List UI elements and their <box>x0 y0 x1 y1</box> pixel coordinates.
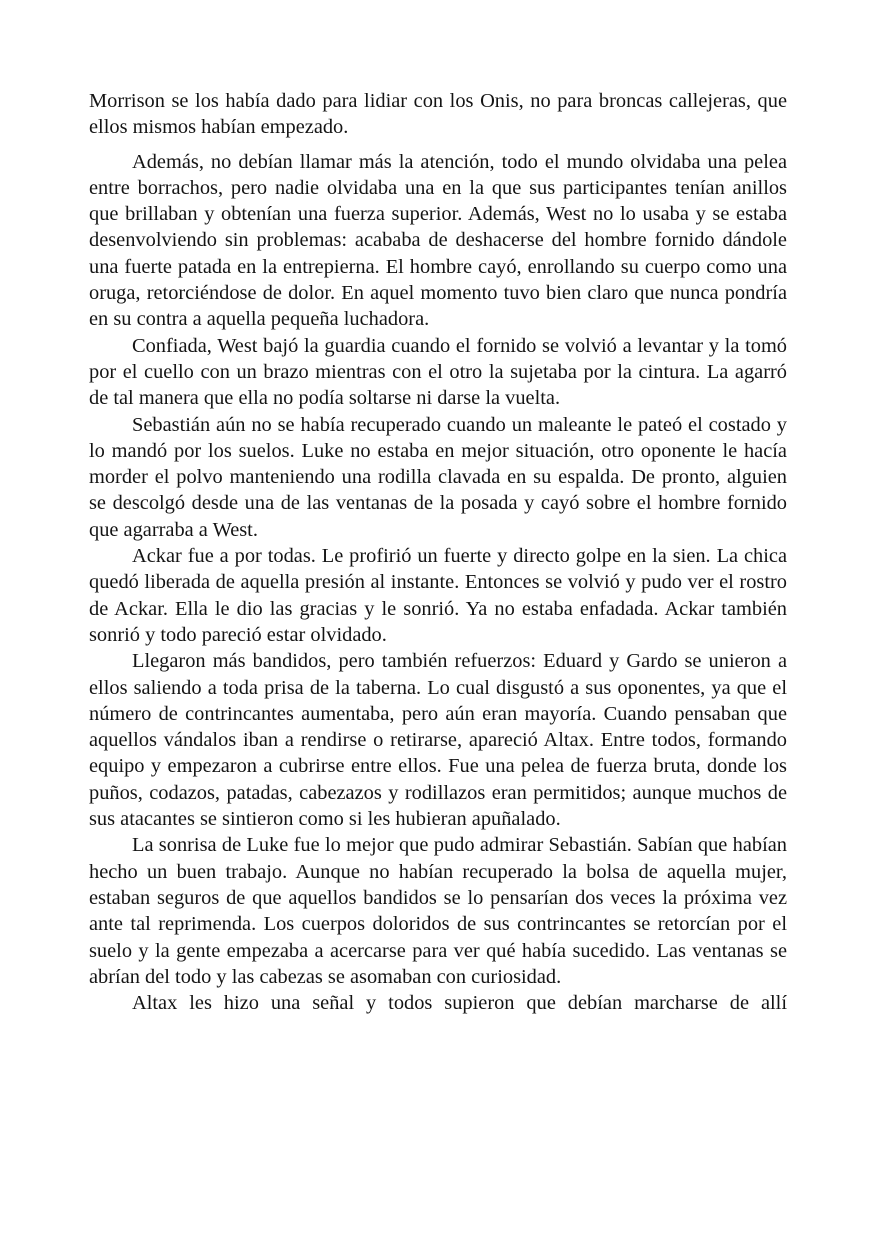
paragraph-7: La sonrisa de Luke fue lo mejor que pudo admirar Sebastián. Sabían que habían hecho un buen trabajo. Aunque no habían recuperado la bolsa de aquella mujer, estaban seguros de que aquellos bandidos se lo pensarían dos veces la próxima vez ante tal reprimenda. Los cuerpos doloridos de sus contrincantes se retorcían por el suelo y la gente empezaba a acercarse para ver qué había sucedido. Las ventanas se abrían del todo y las cabezas se asomaban con curiosidad. <box>89 834 787 988</box>
paragraph-2: Además, no debían llamar más la atención, todo el mundo olvidaba una pelea entre borrachos, pero nadie olvidaba una en la que sus participantes tenían anillos que brillaban y obtenían una fuerza superior. Además, West no lo usaba y se estaba desenvolviendo sin problemas: acababa de deshacerse del hombre fornido dándole una fuerte patada en la entrepierna. El hombre cayó, enrollando su cuerpo como una oruga, retorciéndose de dolor. En aquel momento tuvo bien claro que nunca pondría en su contra a aquella pequeña luchadora. <box>89 150 787 331</box>
paragraph-5: Ackar fue a por todas. Le profirió un fuerte y directo golpe en la sien. La chica quedó liberada de aquella presión al instante. Entonces se volvió y pudo ver el rostro de Ackar. Ella le dio las gracias y le sonrió. Ya no estaba enfadada. Ackar también sonrió y todo pareció estar olvidado. <box>89 545 787 646</box>
body-text <box>89 88 787 1016</box>
paragraph-6: Llegaron más bandidos, pero también refuerzos: Eduard y Gardo se unieron a ellos saliendo a toda prisa de la taberna. Lo cual disgustó a sus oponentes, ya que el número de contrincantes aumentaba, pero aún eran mayoría. Cuando pensaban que aquellos vándalos iban a rendirse o retirarse, apareció Altax. Entre todos, formando equipo y empezaron a cubrirse entre ellos. Fue una pelea de fuerza bruta, donde los puños, codazos, patadas, cabezazos y rodillazos eran permitidos; aunque muchos de sus atacantes se sintieron como si les hubieran apuñalado. <box>89 650 787 831</box>
paragraph-1: Morrison se los había dado para lidiar con los Onis, no para broncas callejeras, que ellos mismos habían empezado. <box>89 90 787 139</box>
paragraph-3: Confiada, West bajó la guardia cuando el fornido se volvió a levantar y la tomó por el cuello con un brazo mientras con el otro la sujetaba por la cintura. La agarró de tal manera que ella no podía soltarse ni darse la vuelta. <box>89 334 787 410</box>
paragraph-8: Altax les hizo una señal y todos supieron que debían marcharse de allí <box>132 992 787 1015</box>
paragraph-4: Sebastián aún no se había recuperado cuando un maleante le pateó el costado y lo mandó por los suelos. Luke no estaba en mejor situación, otro oponente le hacía morder el polvo manteniendo una rodilla clavada en su espalda. De pronto, alguien se descolgó desde una de las ventanas de la posada y cayó sobre el hombre fornido que agarraba a West. <box>89 413 787 541</box>
